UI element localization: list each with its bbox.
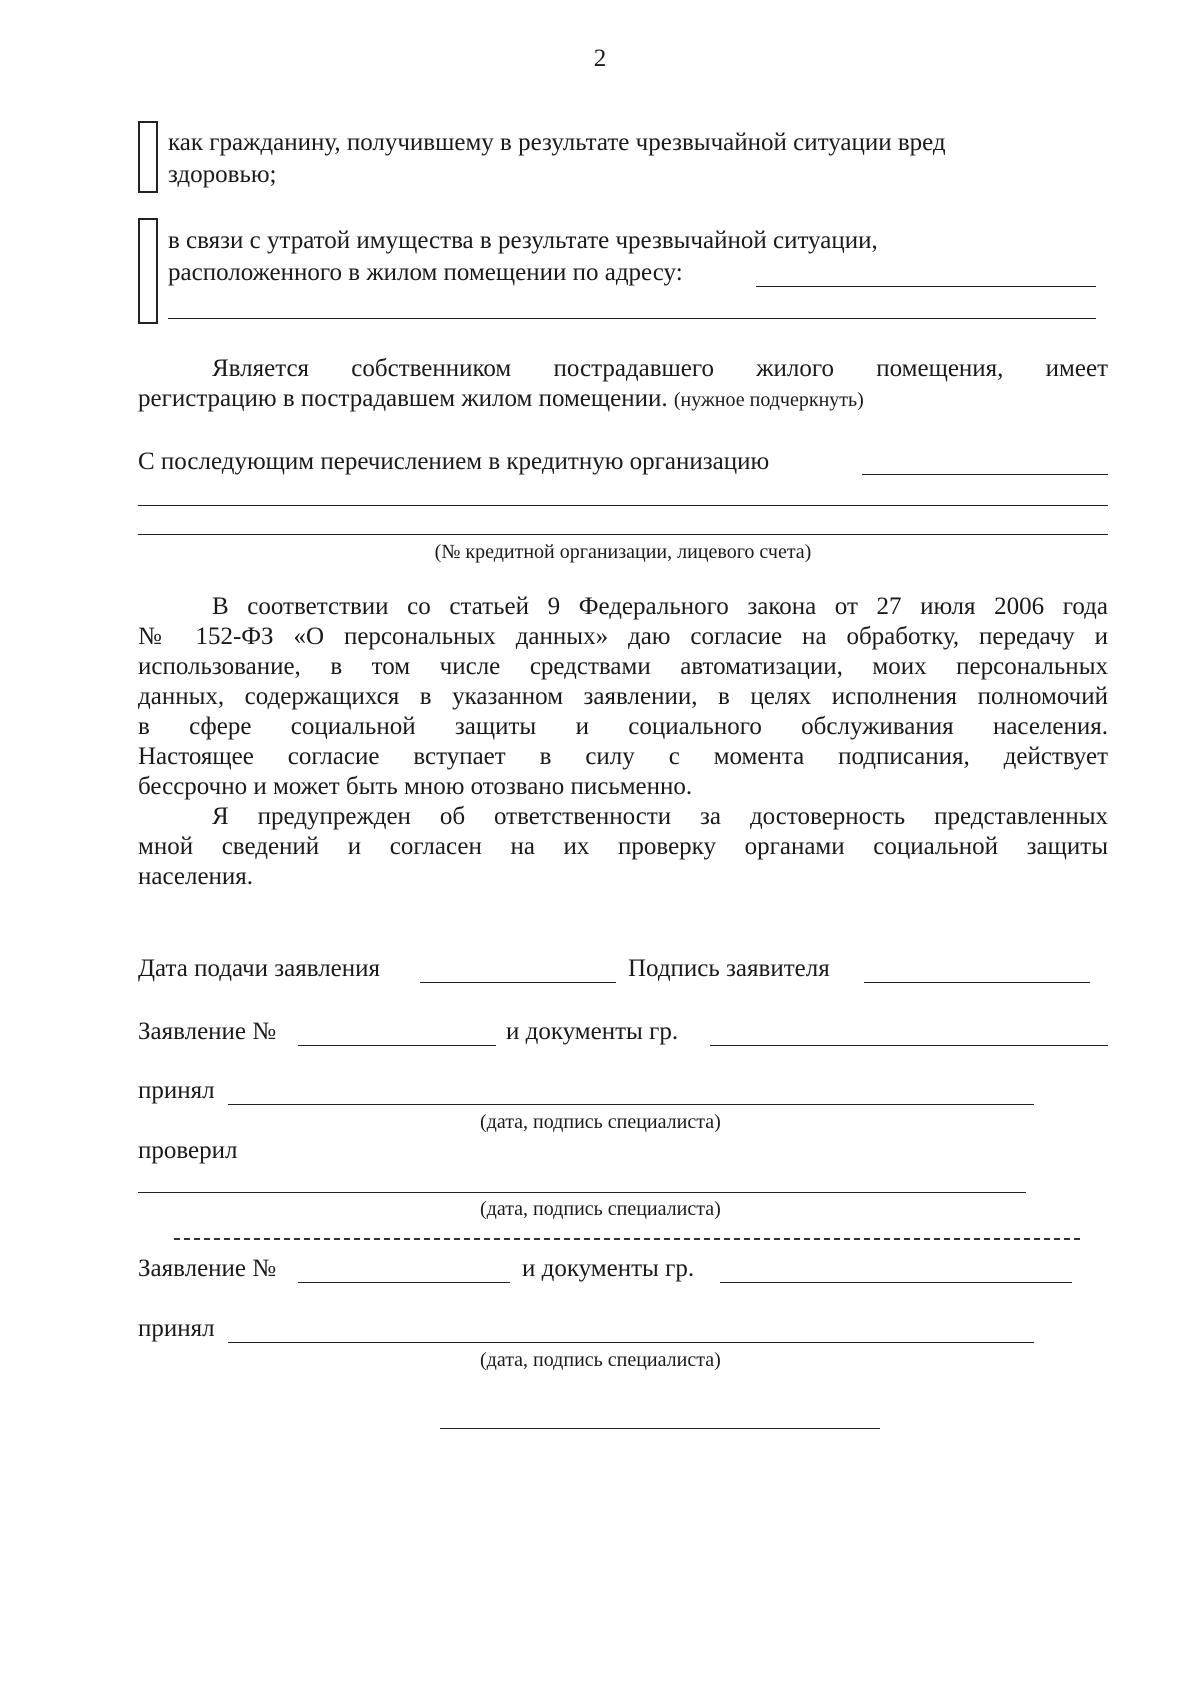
consent-paragraph [138, 592, 1108, 802]
application-number-label: Заявление № [138, 1018, 277, 1045]
underline-note: (нужное подчеркнуть) [673, 389, 864, 411]
receipt-application-number-field[interactable] [298, 1282, 510, 1283]
responsibility-line-1: Я предупрежден об ответственности за достоверность представленных [212, 803, 1108, 830]
responsibility-paragraph [138, 802, 1108, 892]
accepted-label: принял [138, 1077, 215, 1104]
credit-org-field-line-2[interactable] [138, 505, 1108, 506]
option-health-checkbox[interactable] [138, 121, 158, 193]
responsibility-line-3: населения. [138, 863, 254, 890]
option-property-line-1: в связи с утратой имущества в результате чрезвычайной ситуации, [168, 227, 878, 254]
tear-off-line [174, 1238, 1080, 1240]
owner-paragraph [138, 354, 1108, 414]
accepted-signature-field[interactable] [228, 1104, 1034, 1105]
option-health-line-1: как гражданину, получившему в результате чрезвычайной ситуации вред [168, 129, 946, 156]
receipt-documents-label: и документы гр. [522, 1255, 695, 1282]
responsibility-line-2: мной сведений и согласен на их проверку органами социальной защиты [138, 833, 1108, 860]
receipt-accepted-label: принял [138, 1315, 215, 1342]
consent-line-1: В соответствии со статьей 9 Федерального закона от 27 июля 2006 года [212, 593, 1108, 620]
documents-label: и документы гр. [506, 1018, 679, 1045]
consent-line-2: № 152-ФЗ «О персональных данных» даю согласие на обработку, передачу и [138, 623, 1108, 650]
consent-line-5: в сфере социальной защиты и социального обслуживания населения. [138, 713, 1108, 740]
receipt-application-number-label: Заявление № [138, 1255, 277, 1282]
owner-line-2: регистрацию в пострадавшем жилом помещении. [138, 385, 668, 412]
credit-org-field-line-3[interactable] [138, 534, 1108, 535]
option-property-line-2: расположенного в жилом помещении по адресу: [168, 259, 683, 286]
documents-citizen-field[interactable] [710, 1045, 1108, 1046]
receipt-accepted-caption: (дата, подпись специалиста) [480, 1349, 721, 1371]
consent-line-7: бессрочно и может быть мною отозвано письменно. [138, 773, 693, 800]
checked-signature-field[interactable] [138, 1192, 1026, 1193]
accepted-caption: (дата, подпись специалиста) [480, 1111, 721, 1133]
owner-line-1: Является собственником пострадавшего жилого помещения, имеет [212, 355, 1108, 382]
page-number: 2 [593, 45, 607, 72]
address-field-line-2[interactable] [168, 318, 1096, 319]
option-property-checkbox[interactable] [138, 218, 158, 324]
credit-org-field-line-1[interactable] [862, 474, 1108, 475]
checked-label: проверил [138, 1137, 238, 1164]
applicant-signature-label: Подпись заявителя [628, 955, 830, 982]
applicant-signature-field[interactable] [864, 982, 1090, 983]
submission-date-field[interactable] [420, 982, 616, 983]
address-field-line-1[interactable] [756, 286, 1096, 287]
closing-separator [440, 1428, 880, 1429]
consent-line-4: данных, содержащихся в указанном заявлении, в целях исполнения полномочий [138, 683, 1108, 710]
consent-line-6: Настоящее согласие вступает в силу с момента подписания, действует [138, 743, 1108, 770]
option-health-line-2: здоровью; [168, 161, 277, 188]
application-number-field[interactable] [298, 1045, 496, 1046]
consent-line-3: использование, в том числе средствами автоматизации, моих персональных [138, 653, 1108, 680]
checked-caption: (дата, подпись специалиста) [480, 1198, 721, 1220]
transfer-label: С последующим перечислением в кредитную организацию [138, 448, 770, 475]
submission-date-label: Дата подачи заявления [138, 955, 381, 982]
receipt-accepted-signature-field[interactable] [228, 1342, 1034, 1343]
credit-org-caption: (№ кредитной организации, лицевого счета) [434, 541, 812, 563]
receipt-documents-citizen-field[interactable] [720, 1282, 1072, 1283]
